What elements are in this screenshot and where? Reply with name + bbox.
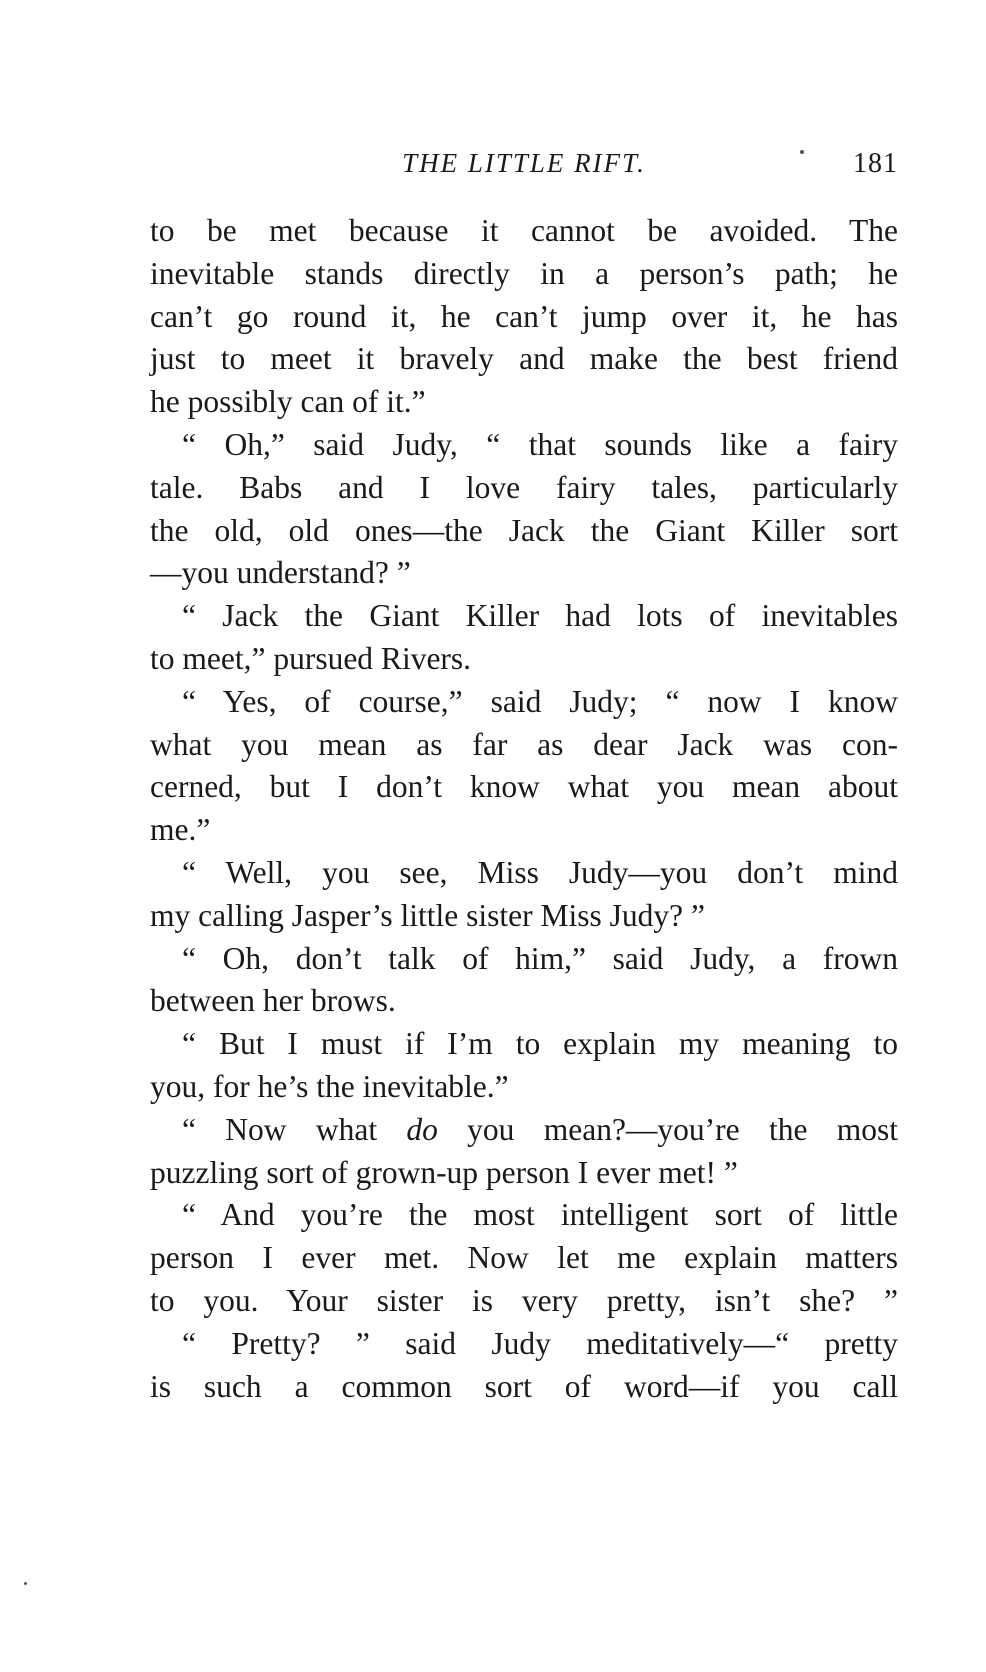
text-segment: you mean?—you’re the most xyxy=(437,1111,898,1147)
text-line: tale. Babs and I love fairy tales, particularly xyxy=(150,469,898,505)
text-line: to meet,” pursued Rivers. xyxy=(150,640,472,676)
text-line: to be met because it cannot be avoided. The xyxy=(150,213,898,248)
text-line: inevitable stands directly in a person’s path; he xyxy=(150,255,898,291)
text-line: “ And you’re the most intelligent sort of little xyxy=(182,1197,898,1233)
text-line: “ Well, you see, Miss Judy—you don’t mind xyxy=(182,854,898,890)
text-line: you, for he’s the inevitable.” xyxy=(150,1068,509,1104)
text-line: “ Oh, don’t talk of him,” said Judy, a frown xyxy=(182,940,898,976)
text-segment: “ Now what xyxy=(182,1111,407,1147)
text-line: to you. Your sister is very pretty, isn’t she? ” xyxy=(150,1282,898,1318)
text-line: “ Jack the Giant Killer had lots of inevitables xyxy=(182,598,898,634)
text-line: is such a common sort of word—if you call xyxy=(150,1368,898,1404)
text-line: “ Oh,” said Judy, “ that sounds like a fairy xyxy=(182,426,898,462)
text-line: what you mean as far as dear Jack was con- xyxy=(150,726,898,762)
text-line xyxy=(150,1109,898,1152)
text-line: “ Yes, of course,” said Judy; “ now I know xyxy=(182,683,898,719)
text-line: he possibly can of it.” xyxy=(150,384,426,420)
text-line: —you understand? ” xyxy=(150,555,411,591)
text-line: between her brows. xyxy=(150,983,396,1019)
text-line: can’t go round it, he can’t jump over it, he has xyxy=(150,298,898,334)
text-line: just to meet it bravely and make the best friend xyxy=(150,341,898,377)
text-line: me.” xyxy=(150,812,211,848)
text-line: person I ever met. Now let me explain matters xyxy=(150,1240,898,1276)
text-line: cerned, but I don’t know what you mean about xyxy=(150,769,898,805)
text-line: “ But I must if I’m to explain my meaning to xyxy=(182,1026,898,1062)
text-line: puzzling sort of grown-up person I ever met! ” xyxy=(150,1154,738,1190)
text-line: the old, old ones—the Jack the Giant Killer sort xyxy=(150,512,898,548)
speck-mark xyxy=(800,150,804,154)
text-line: my calling Jasper’s little sister Miss Judy? ” xyxy=(150,897,705,933)
body-text xyxy=(150,210,898,1408)
running-head xyxy=(150,148,898,188)
speck-mark xyxy=(24,1582,27,1585)
page-number: 181 xyxy=(853,148,898,179)
running-title: THE LITTLE RIFT. xyxy=(402,148,646,178)
text-line: “ Pretty? ” said Judy meditatively—“ pretty xyxy=(182,1325,898,1361)
emphasis-word: do xyxy=(406,1111,438,1147)
